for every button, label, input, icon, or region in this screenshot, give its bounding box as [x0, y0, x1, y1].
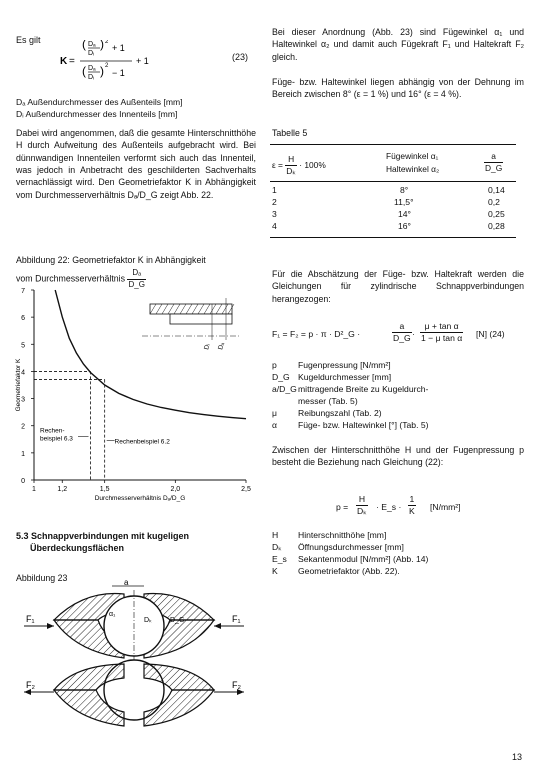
def2-key: Dₖ	[272, 542, 282, 552]
fig23-F1-right-head	[214, 623, 221, 629]
chart-y-tick-label: 2	[21, 423, 25, 431]
table5-cell-eps: 2	[272, 197, 277, 207]
table5-cell-ratio: 0,2	[488, 197, 500, 207]
fig23-a: a	[124, 580, 129, 587]
table5-body	[270, 182, 516, 238]
table5-head-ratio	[484, 151, 503, 174]
def1-alpha	[272, 420, 428, 431]
table5-cell-angle: 11,5°	[394, 197, 414, 207]
table5-cell-eps: 3	[272, 209, 277, 219]
table5-cell-eps: 4	[272, 221, 277, 231]
eq24-frac1	[392, 321, 412, 345]
eq23-minus1: − 1	[112, 68, 125, 78]
es-gilt-label: Es gilt	[16, 35, 41, 45]
fig22-caption-frac-n: Dₐ	[127, 268, 145, 280]
table5-cell-eps: 1	[272, 185, 277, 195]
def1-value: mittragende Breite zu Kugeldurch-	[298, 384, 429, 394]
def2-h	[272, 530, 386, 541]
table5-eps-label: ε =	[272, 159, 283, 170]
table5-head-Dk: Dₖ	[286, 166, 296, 177]
fig23-drawing	[14, 580, 254, 730]
def1-p	[272, 360, 391, 371]
inset-label-di: Dᵢ	[203, 343, 212, 351]
eq23-exp2: 2	[105, 63, 109, 69]
eq22-frac1-n: H	[356, 494, 368, 506]
def-di: Dᵢ Außendurchmesser des Innenteils [mm]	[16, 109, 178, 119]
chart-annotation-example-6-2: Rechenbeispiel 6.2	[114, 438, 170, 446]
chart-x-tick-label: 1,2	[57, 486, 68, 493]
def1-ratio	[272, 384, 428, 395]
fig23-F1-left-head	[47, 623, 54, 629]
fig23-F1-left: F₁	[26, 614, 35, 624]
def1-key: p	[272, 360, 277, 370]
def1-mu	[272, 408, 382, 419]
eq24-dot: ·	[412, 329, 415, 339]
eq23-num-di: Dᵢ	[88, 50, 95, 57]
chart-y-tick-label: 6	[21, 315, 25, 323]
table5-head-fuegewinkel: Fügewinkel α₁	[386, 151, 439, 161]
fig23-alpha1: α₁	[109, 611, 116, 618]
inset-label-da: Dₐ	[217, 341, 226, 351]
chart-x-axis-label: Durchmesserverhältnis Dₐ/D_G	[94, 495, 186, 502]
chart-y-tick-label: 4	[21, 369, 25, 377]
eq24-unit: [N] (24)	[476, 329, 505, 339]
chart-y-tick-label: 3	[21, 396, 25, 404]
fig22-caption-line1: Abbildung 22: Geometriefaktor K in Abhängigkeit	[16, 255, 206, 265]
right-paragraph-3: Für die Abschätzung der Füge- bzw. Haltekraft werden die Gleichungen für zylindrische Schnappverbindungen herangezogen:	[272, 269, 524, 304]
def2-key: K	[272, 566, 278, 576]
section-title-line2: Überdeckungsflächen	[30, 543, 125, 553]
table5-head-haltewinkel: Haltewinkel α₂	[386, 164, 440, 174]
table5-head-pct: · 100%	[299, 159, 326, 170]
table5-head-a: a	[484, 151, 503, 163]
table5-cell-ratio: 0,28	[488, 221, 505, 231]
table5-cell-angle: 16°	[398, 221, 411, 231]
def2-dk	[272, 542, 404, 553]
def1-value: Fugenpressung [N/mm²]	[298, 360, 391, 370]
fig22-caption-frac-d: D_G	[128, 279, 145, 289]
eq23-exp1: 2	[105, 40, 109, 45]
fig23-Dk: Dₖ	[144, 617, 153, 624]
def1-key: μ	[272, 408, 277, 418]
fig23-DG: D_G	[170, 617, 185, 624]
equation-23	[60, 40, 180, 82]
eq24-frac2-d: 1 − μ tan α	[421, 333, 463, 344]
table-row	[270, 221, 516, 233]
eq22-unit: [N/mm²]	[430, 502, 461, 512]
chart-inset-sketch	[142, 298, 240, 351]
right-paragraph-1: Bei dieser Anordnung (Abb. 23) sind Fügewinkel α₁ und Haltewinkel α₂ und damit auch Fügekraft F₁ und Haltekraft F₂ gleich.	[272, 27, 524, 62]
eq23-paren-l2: (	[82, 64, 86, 78]
def2-key: H	[272, 530, 279, 540]
table5	[270, 144, 516, 238]
table-row	[270, 197, 516, 209]
def1-value: messer (Tab. 5)	[298, 396, 358, 406]
eq23-den-da: Dₐ	[88, 65, 96, 72]
table5-header	[270, 144, 516, 182]
chart-x-tick-label: 1	[32, 486, 36, 493]
fig23-bottom-joint	[24, 660, 244, 726]
def-da: Dₐ Außendurchmesser des Außenteils [mm]	[16, 97, 183, 107]
def1-key: a/D_G	[272, 384, 297, 394]
def2-value: Öffnungsdurchmesser [mm]	[298, 542, 404, 552]
equation-23-graphic	[60, 40, 180, 82]
table5-head-frac	[285, 154, 297, 177]
table5-title: Tabelle 5	[272, 128, 308, 138]
table-row	[270, 209, 516, 221]
eq23-paren-r2: )	[100, 64, 104, 78]
inset-inner	[170, 314, 232, 324]
chart-y-axis-label: Geometriefaktor K	[15, 358, 22, 412]
eq23-paren-r1: )	[100, 40, 104, 51]
table5-cell-angle: 8°	[400, 185, 409, 195]
def1-ratio-cont	[272, 396, 358, 407]
def1-value: Kugeldurchmesser [mm]	[298, 372, 392, 382]
def2-value: Hinterschnitthöhe [mm]	[298, 530, 387, 540]
chart-annotation-example-6-3-line2: beispiel 6.3	[40, 435, 73, 443]
eq22-mid: · E_s ·	[376, 502, 402, 512]
table5-head-ratio-frac	[484, 151, 503, 174]
fig22-caption-text: vom Durchmesserverhältnis	[16, 273, 126, 284]
def2-value: Sekantenmodul [N/mm²] (Abb. 14)	[298, 554, 429, 564]
def1-key: D_G	[272, 372, 290, 382]
eq22-frac2-n: 1	[408, 494, 416, 506]
eq22-frac1	[356, 494, 368, 518]
eq23-plus1: + 1	[112, 43, 125, 53]
fig23-top-joint	[24, 580, 244, 670]
table-row	[270, 185, 516, 197]
equation-22	[336, 494, 516, 520]
chart-x-tick-label: 2,0	[170, 486, 181, 493]
section-title-line1: 5.3 Schnappverbindungen mit kugeligen	[16, 531, 190, 541]
fig23-F2-right: F₂	[232, 680, 241, 690]
table5-head-epsilon	[272, 154, 326, 177]
chart-y-tick-label: 7	[21, 288, 25, 295]
right-paragraph-2: Füge- bzw. Haltewinkel liegen abhängig von der Dehnung im Bereich zwischen 8° (ε = 1 %) und 16° (ε = 4 %).	[272, 77, 524, 100]
eq22-frac1-d: Dₖ	[357, 506, 367, 517]
def2-k	[272, 566, 400, 577]
eq24-frac1-n: a	[392, 321, 412, 333]
fig23-F2-left: F₂	[26, 680, 35, 690]
right-paragraph-4: Zwischen der Hinterschnitthöhe H und der Fugenpressung p besteht die Beziehung nach Gleichung (22):	[272, 445, 524, 468]
def2-value: Geometriefaktor (Abb. 22).	[298, 566, 400, 576]
def2-es	[272, 554, 428, 565]
eq23-paren-l1: (	[82, 40, 86, 51]
table5-head-H: H	[285, 154, 297, 166]
table5-cell-angle: 14°	[398, 209, 411, 219]
chart-y-tick-label: 1	[21, 450, 25, 458]
eq22-frac2-d: K	[409, 506, 415, 517]
eq23-K: K	[60, 56, 68, 67]
table5-head-DG: D_G	[485, 163, 503, 174]
equation-24	[272, 321, 524, 347]
chart-y-tick-label: 5	[21, 342, 25, 350]
eq24-lhs: F₁ = F₂ = p · π · D²_G ·	[272, 329, 361, 339]
table5-cell-ratio: 0,14	[488, 185, 505, 195]
fig23-caption: Abbildung 23	[16, 573, 68, 583]
chart-x-tick-label: 1,5	[99, 486, 110, 493]
left-paragraph-1: Dabei wird angenommen, daß die gesamte Hinterschnitthöhe H durch Aufweitung des Außenteils aufgebracht wird. Bei dünnwandigen Innenteilen verformt sich auch das Innenteil, was jedoch in Anbetracht des geschilderten Sachverhalts vernachlässigt wird. Den Geometriefaktor K in Abhängigkeit vom Durchmesserverhältnis Dₐ/D_G zeigt Abb. 22.	[16, 128, 256, 200]
eq24-frac2	[420, 321, 463, 345]
table5-cell-ratio: 0,25	[488, 209, 505, 219]
eq24-frac1-d: D_G	[393, 333, 411, 344]
def1-value: Füge- bzw. Haltewinkel [°] (Tab. 5)	[298, 420, 429, 430]
geometry-factor-chart	[10, 284, 258, 506]
fig23-F1-right: F₁	[232, 614, 241, 624]
eq24-frac2-n: μ + tan α	[420, 321, 463, 333]
eq23-num-da: Dₐ	[88, 41, 96, 48]
def1-key: α	[272, 420, 277, 430]
eq23-den-di: Dᵢ	[88, 74, 95, 81]
def1-dg	[272, 372, 391, 383]
chart-annotation-example-6-3: Rechen-	[40, 427, 65, 435]
eq22-p: p =	[336, 502, 349, 512]
chart-y-tick-label: 0	[21, 478, 25, 485]
equation-23-number: (23)	[232, 52, 249, 62]
chart-x-tick-label: 2,5	[241, 486, 251, 493]
def1-value: Reibungszahl (Tab. 2)	[298, 408, 382, 418]
page-number: 13	[512, 752, 523, 762]
eq23-equals: =	[69, 56, 75, 67]
eq23-plus-one: + 1	[136, 56, 149, 66]
def2-key: E_s	[272, 554, 287, 564]
eq22-frac2	[408, 494, 416, 518]
